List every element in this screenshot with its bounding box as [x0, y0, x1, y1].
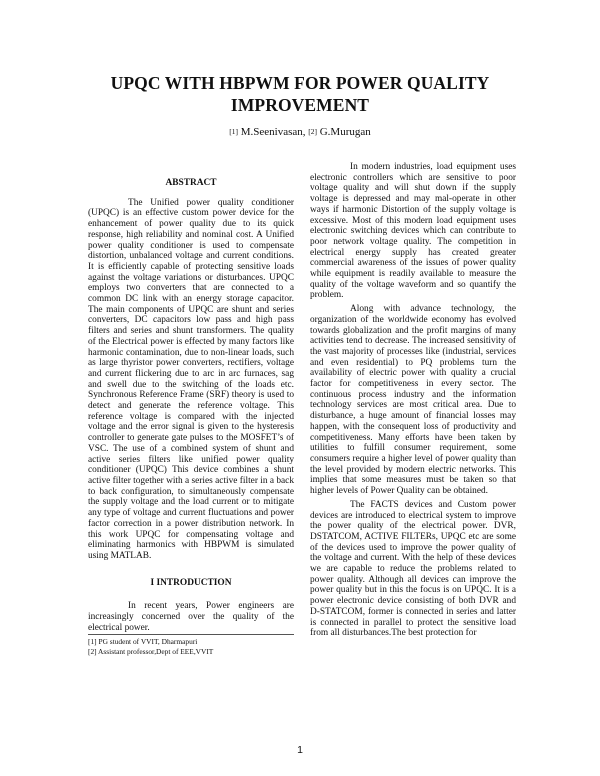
author1-marker: [1]	[229, 127, 238, 136]
footnotes	[88, 634, 294, 656]
page-number: 1	[297, 744, 303, 756]
title-line-1: UPQC WITH HBPWM FOR POWER QUALITY	[110, 73, 490, 93]
abstract-heading: ABSTRACT	[165, 178, 217, 188]
paragraph-technology: Along with advance technology, the organization of the worldwide economy has evolved towards globalization and the profit margins of many activities tend to decrease. The increased sensitivity of the vast majority of processes like (industrial, services and even residential) to PQ problems turn the availability of electric power with quality a crucial factor for competitiveness in every sector. The continuous process industry and the information technology services are most critical area. Due to disturbance, a huge amount of financial losses may happen, with the consequent loss of productivity and competitiveness. Many efforts have been taken by utilities to fulfill consumer requirement, some consumers require a higher level of power quality than the level provided by modern electric networks. This implies that some measures must be taken so that higher levels of Power Quality can be obtained.	[310, 304, 516, 497]
left-column	[88, 158, 294, 656]
title-line-2: IMPROVEMENT	[230, 95, 370, 115]
paper-title	[60, 72, 540, 116]
author2-name: G.Murugan	[319, 126, 371, 138]
introduction-text: In recent years, Power engineers are increasingly concerned over the quality of the electrical power.	[88, 601, 294, 633]
footnote-2: [2] Assistant professor,Dept of EEE,VVIT	[88, 646, 214, 656]
author-line	[60, 126, 540, 138]
introduction-heading: I INTRODUCTION	[150, 577, 232, 588]
abstract-text: The Unified power quality conditioner (UPQC) is an effective custom power device for the enhancement of power quality due to its quick response, high reliability and nominal cost. A Unified power quality conditioner is used to compensate distortion, unbalanced voltage and current conditions. It is efficiently capable of protecting sensitive loads against the voltage variations or disturbances. UPQC employs two converters that are connected to a common DC link with an energy storage capacitor. The main components of UPQC are shunt and series converters, DC capacitors low pass and high pass filters and series and shunt transformers. The quality of the Electrical power is effected by many factors like harmonic contamination, due to non-linear loads, such as large thyristor power converters, rectifiers, voltage and current flickering due to arc in arc furnaces, sag and swell due to the switching of the loads etc. Synchronous Reference Frame (SRF) theory is used to detect and generate the reference voltage. This reference voltage is compared with the injected voltage and the error signal is given to the hysteresis controller to generate gate pulses to the MOSFET’s of VSC. The use of a combined system of shunt and active series filters like unified power quality conditioner (UPQC) This device combines a shunt active filter together with a series active filter in a back to back configuration, to simultaneously compensate the supply voltage and the load current or to mitigate any type of voltage and current fluctuations and power factor correction in a power distribution network. In this work UPQC for compensating voltage and eliminating harmonics with HBPWM is simulated using MATLAB.	[88, 197, 294, 561]
right-column	[310, 162, 516, 639]
paragraph-industries: In modern industries, load equipment uses electronic controllers which are sensitive to poor voltage quality and will shut down if the supply voltage is depressed and may mal-operate in other ways if harmonic Distortion of the supply voltage is excessive. Most of this modern load equipment uses electronic switching devices which can contribute to poor network voltage quality. The competition in electrical energy supply has created greater commercial awareness of the issues of power quality while equipment is readily available to measure the quality of the voltage waveform and so quantify the problem.	[310, 162, 516, 301]
footnote-1: [1] PG student of VVIT, Dharmapuri	[88, 637, 198, 647]
paragraph-facts-devices: The FACTS devices and Custom power devices are introduced to electrical system to improve the power quality of the electrical power. DVR, DSTATCOM, ACTIVE FILTERs, UPQC etc are some of the devices used to improve the power quality of the voltage and current. With the help of these devices we are capable to reduce the problems related to power quality. Although all devices can improve the power quality but in this the focus is on UPQC. It is a power electronic device consisting of both DVR and D-STATCOM, former is connected in series and latter is connected in parallel to protect the sensitive load from all disturbances.The best protection for	[310, 499, 516, 639]
author1-name: M.Seenivasan,	[240, 126, 306, 138]
author2-marker: [2]	[308, 127, 317, 136]
